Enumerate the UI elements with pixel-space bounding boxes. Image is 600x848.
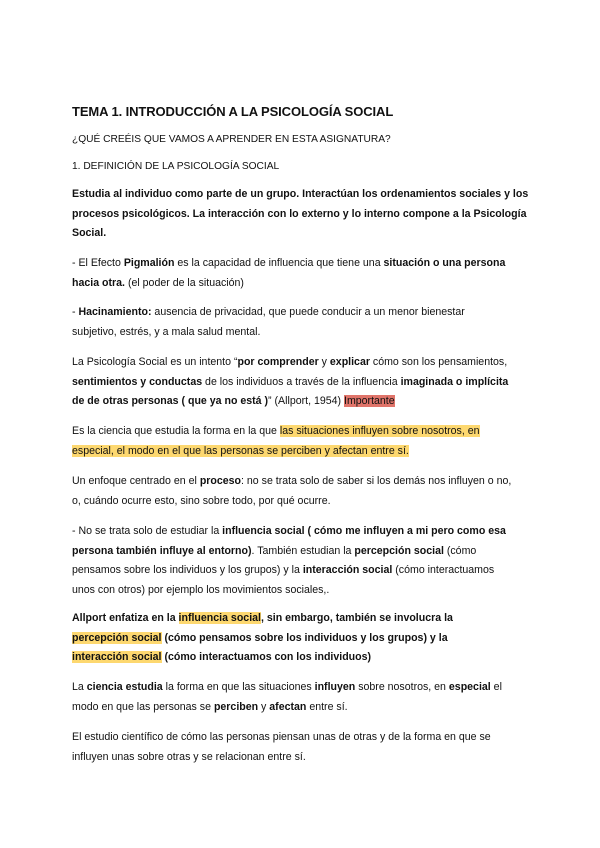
paragraph-pigmalion: [72, 254, 528, 293]
paragraph-influencia: [72, 522, 528, 600]
paragraph-line: procesos psicológicos. La interacción con lo externo y lo interno compone a la Psicología: [72, 207, 527, 220]
paragraph-allport-enfatiza: [72, 609, 528, 668]
paragraph-line: - El Efecto Pigmalión es la capacidad de influencia que tiene una situación o una persona: [72, 257, 506, 269]
paragraph-line: unos con otros) por ejemplo los movimientos sociales,.: [72, 583, 330, 596]
paragraph-line: Un enfoque centrado en el proceso: no se trata solo de saber si los demás nos influyen o no,: [72, 475, 512, 487]
paragraph-line: - No se trata solo de estudiar la influencia social ( cómo me influyen a mi pero como esa: [72, 525, 506, 537]
important-tag: Importante: [344, 395, 395, 407]
paragraph-line: interacción social (cómo interactuamos con los individuos): [72, 651, 372, 663]
paragraph-line: percepción social (cómo pensamos sobre los individuos y los grupos) y la: [72, 631, 448, 644]
paragraph-line: Social.: [72, 227, 107, 239]
paragraph-enfoque: [72, 472, 528, 511]
paragraph-ciencia: [72, 422, 528, 461]
paragraph-line: de de otras personas ( que ya no está )” (Allport, 1954) Importante: [72, 395, 395, 407]
section-heading: 1. DEFINICIÓN DE LA PSICOLOGÍA SOCIAL: [72, 161, 280, 172]
paragraph-ciencia-estudia: [72, 678, 528, 717]
paragraph-line: subjetivo, estrés, y a mala salud mental.: [72, 325, 261, 338]
paragraph-line: influyen unas sobre otras y se relacionan entre sí.: [72, 750, 306, 763]
paragraph-line: especial, el modo en el que las personas se perciben y afectan entre sí.: [72, 444, 409, 457]
paragraph-line: - Hacinamiento: ausencia de privacidad, que puede conducir a un menor bienestar: [72, 306, 465, 318]
paragraph-definition: [72, 185, 528, 244]
paragraph-line: modo en que las personas se perciben y afectan entre sí.: [72, 700, 348, 713]
paragraph-estudio-cientifico: [72, 728, 528, 767]
paragraph-line: Es la ciencia que estudia la forma en la que las situaciones influyen sobre nosotros, en: [72, 425, 480, 437]
paragraph-line: sentimientos y conductas de los individuos a través de la influencia imaginada o implícita: [72, 375, 509, 388]
paragraph-allport-definition: [72, 353, 528, 412]
paragraph-line: La Psicología Social es un intento “por comprender y explicar cómo son los pensamientos,: [72, 356, 508, 368]
page-title: TEMA 1. INTRODUCCIÓN A LA PSICOLOGÍA SOCIAL: [72, 104, 394, 119]
paragraph-line: hacia otra. (el poder de la situación): [72, 276, 244, 289]
paragraph-line: o, cuándo ocurre esto, sino sobre todo, por qué ocurre.: [72, 494, 331, 507]
paragraph-line: pensamos sobre los individuos y los grupos) y la interacción social (cómo interactuamos: [72, 564, 495, 576]
paragraph-line: El estudio científico de cómo las personas piensan unas de otras y de la forma en que se: [72, 731, 491, 743]
question-heading: ¿QUÉ CREÉIS QUE VAMOS A APRENDER EN ESTA ASIGNATURA?: [72, 134, 391, 145]
paragraph-line: Estudia al individuo como parte de un grupo. Interactúan los ordenamientos sociales y los: [72, 188, 529, 200]
paragraph-line: persona también influye al entorno). También estudian la percepción social (cómo: [72, 544, 477, 557]
paragraph-line: Allport enfatiza en la influencia social, sin embargo, también se involucra la: [72, 612, 453, 624]
paragraph-hacinamiento: [72, 303, 528, 342]
paragraph-line: La ciencia estudia la forma en que las situaciones influyen sobre nosotros, en especial el: [72, 681, 502, 693]
